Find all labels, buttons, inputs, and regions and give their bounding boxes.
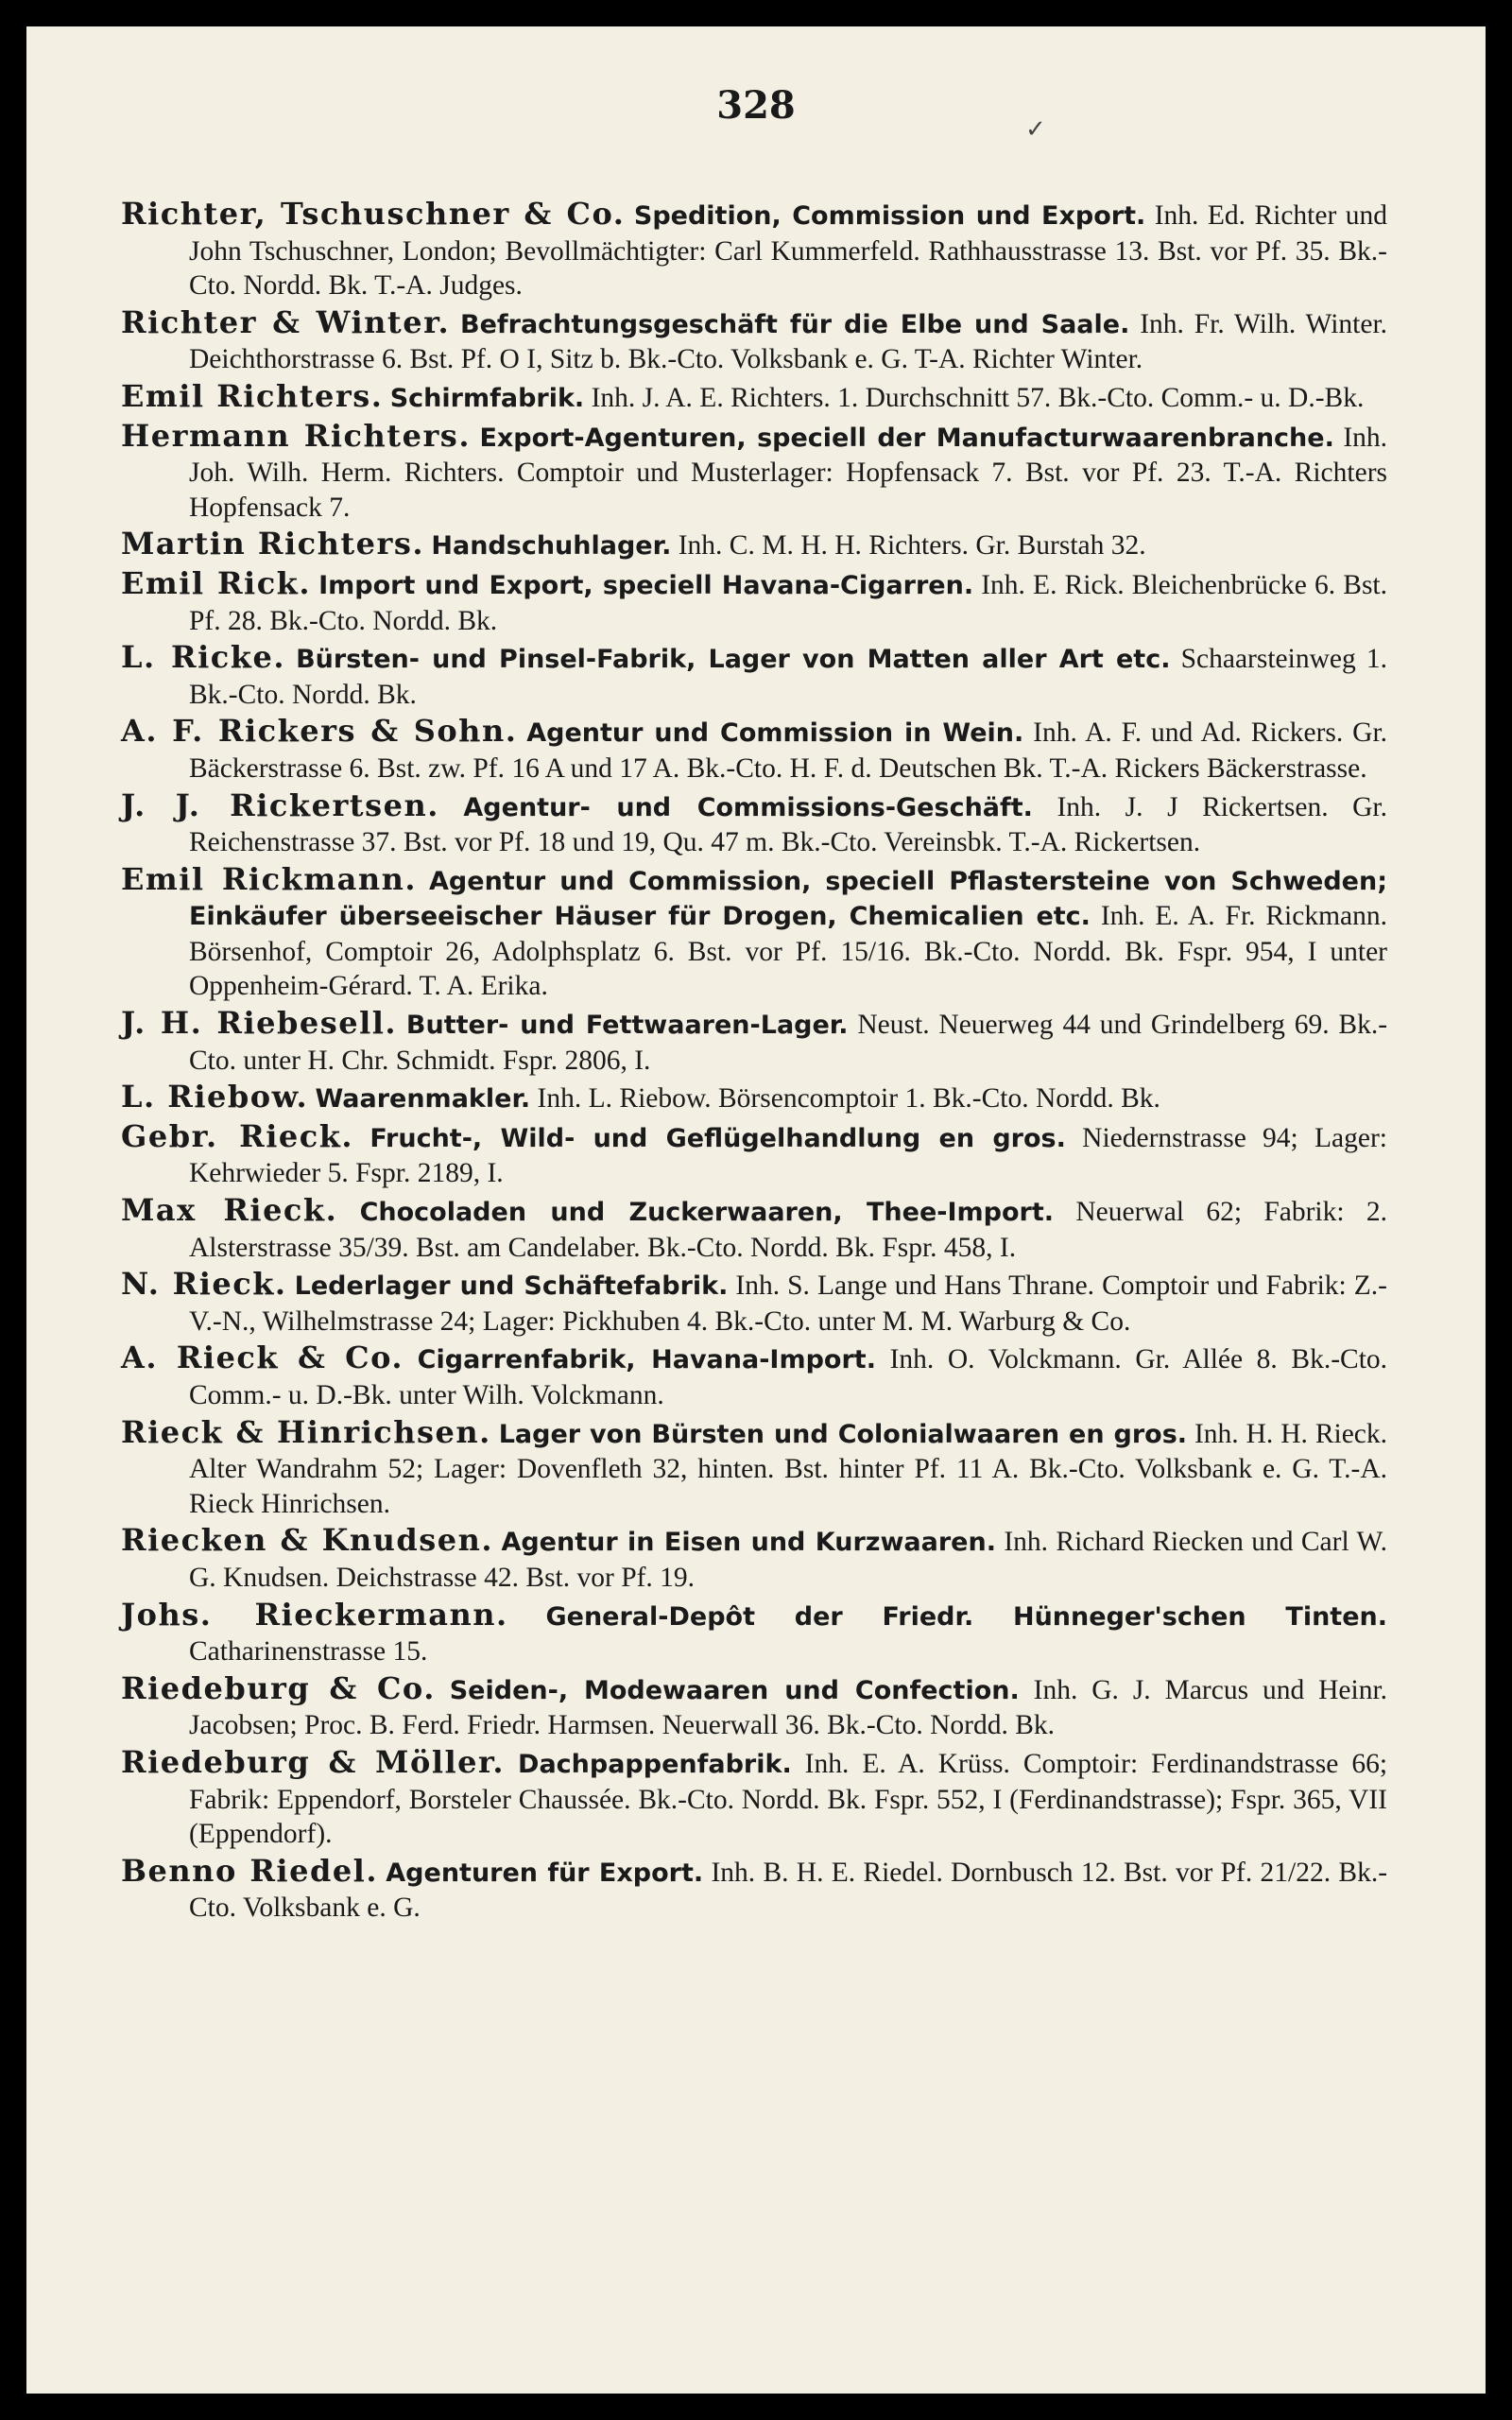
directory-entry	[121, 379, 1387, 417]
directory-entry	[121, 1671, 1387, 1743]
entry-business: Befrachtungsgeschäft für die Elbe und Saale.	[460, 309, 1130, 339]
entry-name: L. Ricke.	[121, 639, 285, 676]
directory-entry	[121, 197, 1387, 303]
directory-entry	[121, 1080, 1387, 1117]
entry-business: Frucht-, Wild- und Geflügelhandlung en gros.	[369, 1123, 1066, 1153]
entry-name: A. Rieck & Co.	[121, 1340, 404, 1376]
entry-details: Inh. J. J Rickertsen. Gr. Reichenstrasse 37. Bst. vor Pf. 18 und 19, Qu. 47 m. Bk.-Cto. Vereinsbk. T.-A. Rickertsen.	[189, 791, 1388, 858]
entry-details: Inh. E. Rick. Bleichenbrücke 6. Bst. Pf. 28. Bk.-Cto. Nordd. Bk.	[189, 569, 1387, 636]
page-number: 328	[716, 83, 796, 128]
entry-business: Import und Export, speciell Havana-Cigarren.	[318, 570, 974, 600]
entry-details: Inh. A. F. und Ad. Rickers. Gr. Bäckerstrasse 6. Bst. zw. Pf. 16 A und 17 A. Bk.-Cto. H. F. d. Deutschen Bk. T.-A. Rickers Bäckerstrasse.	[189, 717, 1388, 784]
entry-name: Riecken & Knudsen.	[121, 1522, 494, 1559]
directory-entry	[121, 1415, 1387, 1522]
entry-name: Emil Richters.	[121, 377, 384, 414]
entry-details: Inh. B. H. E. Riedel. Dornbusch 12. Bst. vor Pf. 21/22. Bk.-Cto. Volksbank e. G.	[189, 1857, 1388, 1924]
entry-details: Inh. Richard Riecken und Carl W. G. Knudsen. Deichstrasse 42. Bst. vor Pf. 19.	[189, 1527, 1387, 1593]
entry-business: Butter- und Fettwaaren-Lager.	[405, 1011, 849, 1041]
directory-entry	[121, 1598, 1387, 1669]
entry-name: Emil Rickmann.	[121, 860, 418, 897]
entry-business: Lederlager und Schäftefabrik.	[294, 1271, 729, 1302]
entry-list	[121, 197, 1387, 1926]
entry-name: Hermann Richters.	[121, 417, 471, 454]
directory-entry	[121, 1193, 1387, 1265]
entry-name: J. J. Rickertsen.	[121, 786, 439, 823]
margin-check-mark: ✓	[1025, 115, 1046, 143]
entry-details: Inh. G. J. Marcus und Heinr. Jacobsen; Proc. B. Ferd. Friedr. Harmsen. Neuerwall 36. Bk.-Cto. Nordd. Bk.	[189, 1674, 1388, 1741]
entry-details: Niedernstrasse 94; Lager: Kehrwieder 5. Fspr. 2189, I.	[189, 1122, 1387, 1189]
entry-details: Neuerwal 62; Fabrik: 2. Alsterstrasse 35/39. Bst. am Candelaber. Bk.-Cto. Nordd. Bk. Fspr. 458, I.	[189, 1197, 1388, 1263]
directory-entry	[121, 788, 1387, 860]
entry-name: Riedeburg & Möller.	[121, 1743, 506, 1780]
directory-entry	[121, 1119, 1387, 1191]
directory-entry	[121, 1006, 1387, 1078]
directory-entry	[121, 1854, 1387, 1926]
entry-business: Spedition, Commission und Export.	[633, 201, 1146, 231]
directory-entry	[121, 1267, 1387, 1339]
entry-business: Bürsten- und Pinsel-Fabrik, Lager von Matten aller Art etc.	[296, 645, 1171, 675]
entry-business: Seiden-, Modewaaren und Confection.	[449, 1675, 1020, 1705]
entry-name: Rieck & Hinrichsen.	[121, 1413, 491, 1450]
directory-entry	[121, 1745, 1387, 1852]
entry-business: Schirmfabrik.	[389, 383, 585, 413]
entry-details: Inh. Ed. Richter und John Tschuschner, London; Bevollmächtigter: Carl Kummerfeld. Rathhausstrasse 13. Bst. vor Pf. 35. Bk.-Cto. Nordd. Bk. T.-A. Judges.	[189, 200, 1387, 302]
entry-name: N. Rieck.	[121, 1266, 287, 1303]
entry-details: Inh. C. M. H. H. Richters. Gr. Burstah 32.	[678, 530, 1146, 562]
entry-details: Schaarsteinweg 1. Bk.-Cto. Nordd. Bk.	[189, 644, 1387, 710]
directory-entry	[121, 640, 1387, 712]
entry-name: Gebr. Rieck.	[121, 1117, 354, 1154]
entry-details: Inh. E. A. Krüss. Comptoir: Ferdinandstrasse 66; Fabrik: Eppendorf, Borsteler Chaussée. Bk.-Cto. Nordd. Bk. Fspr. 552, I (Ferdinandstrasse); Fspr. 365, VII (Eppendorf).	[189, 1748, 1388, 1850]
entry-business: Agentur und Commission in Wein.	[526, 718, 1024, 749]
directory-entry	[121, 419, 1387, 526]
entry-name: Richter, Tschuschner & Co.	[121, 196, 626, 232]
entry-details: Neust. Neuerweg 44 und Grindelberg 69. Bk.-Cto. unter H. Chr. Schmidt. Fspr. 2806, I.	[189, 1010, 1388, 1076]
entry-business: Agentur in Eisen und Kurzwaaren.	[501, 1528, 996, 1558]
entry-name: Johs. Rieckermann.	[121, 1596, 508, 1633]
entry-name: A. F. Rickers & Sohn.	[121, 713, 518, 750]
entry-name: Emil Rick.	[121, 564, 311, 601]
directory-entry	[121, 527, 1387, 564]
entry-details: Inh. Fr. Wilh. Winter. Deichthorstrasse 6. Bst. Pf. O I, Sitz b. Bk.-Cto. Volksbank e. G. T-A. Richter Winter.	[189, 308, 1388, 375]
entry-business: Agentur und Commission, speciell Pflastersteine von Schweden; Einkäufer überseeischer Häuser für Drogen, Chemicalien etc.	[189, 866, 1387, 932]
entry-business: Waarenmakler.	[315, 1084, 531, 1115]
entry-details: Inh. S. Lange und Hans Thrane. Comptoir und Fabrik: Z.-V.-N., Wilhelmstrasse 24; Lager: Pickhuben 4. Bk.-Cto. unter M. M. Warburg & Co.	[189, 1270, 1388, 1337]
entry-details: Inh. E. A. Fr. Rickmann. Börsenhof, Comptoir 26, Adolphsplatz 6. Bst. vor Pf. 15/16. Bk.-Cto. Nordd. Bk. Fspr. 954, I unter Oppenheim-Gérard. T. A. Erika.	[189, 901, 1387, 1002]
entry-name: L. Riebow.	[121, 1079, 309, 1115]
directory-entry	[121, 1340, 1387, 1412]
entry-business: Cigarrenfabrik, Havana-Import.	[417, 1345, 876, 1375]
entry-details: Inh. Joh. Wilh. Herm. Richters. Comptoir und Musterlager: Hopfensack 7. Bst. vor Pf. 23. T.-A. Richters Hopfensack 7.	[189, 422, 1388, 523]
directory-entry	[121, 714, 1387, 786]
entry-name: Richter & Winter.	[121, 303, 451, 340]
entry-business: Agenturen für Export.	[386, 1858, 704, 1888]
directory-entry	[121, 1523, 1387, 1595]
entry-details: Catharinenstrasse 15.	[189, 1636, 428, 1668]
directory-page	[26, 26, 1486, 2394]
directory-entry	[121, 566, 1387, 638]
entry-details: Inh. O. Volckmann. Gr. Allée 8. Bk.-Cto. Comm.- u. D.-Bk. unter Wilh. Volckmann.	[189, 1344, 1388, 1410]
entry-business: Agentur- und Commissions-Geschäft.	[463, 792, 1033, 822]
entry-business: Handschuhlager.	[431, 531, 672, 562]
directory-entry	[121, 305, 1387, 377]
entry-details: Inh. J. A. E. Richters. 1. Durchschnitt 57. Bk.-Cto. Comm.- u. D.-Bk.	[591, 382, 1365, 413]
entry-business: Lager von Bürsten und Colonialwaaren en gros.	[498, 1419, 1188, 1449]
entry-business: Chocoladen und Zuckerwaaren, Thee-Import.	[359, 1198, 1055, 1228]
entry-name: Max Rieck.	[121, 1192, 338, 1229]
entry-name: Riedeburg & Co.	[121, 1669, 436, 1706]
directory-entry	[121, 862, 1387, 1004]
entry-details: Inh. H. H. Rieck. Alter Wandrahm 52; Lager: Dovenfleth 32, hinten. Bst. hinter Pf. 11 A. Bk.-Cto. Volksbank e. G. T.-A. Rieck Hinrichsen.	[189, 1418, 1388, 1519]
entry-name: Martin Richters.	[121, 526, 425, 562]
entry-business: General-Depôt der Friedr. Hünneger'schen Tinten.	[545, 1601, 1388, 1632]
entry-name: J. H. Riebesell.	[121, 1005, 398, 1042]
entry-details: Inh. L. Riebow. Börsencomptoir 1. Bk.-Cto. Nordd. Bk.	[537, 1083, 1160, 1115]
entry-business: Export-Agenturen, speciell der Manufacturwaarenbranche.	[479, 423, 1334, 453]
entry-business: Dachpappenfabrik.	[518, 1749, 792, 1779]
entry-name: Benno Riedel.	[121, 1852, 378, 1889]
